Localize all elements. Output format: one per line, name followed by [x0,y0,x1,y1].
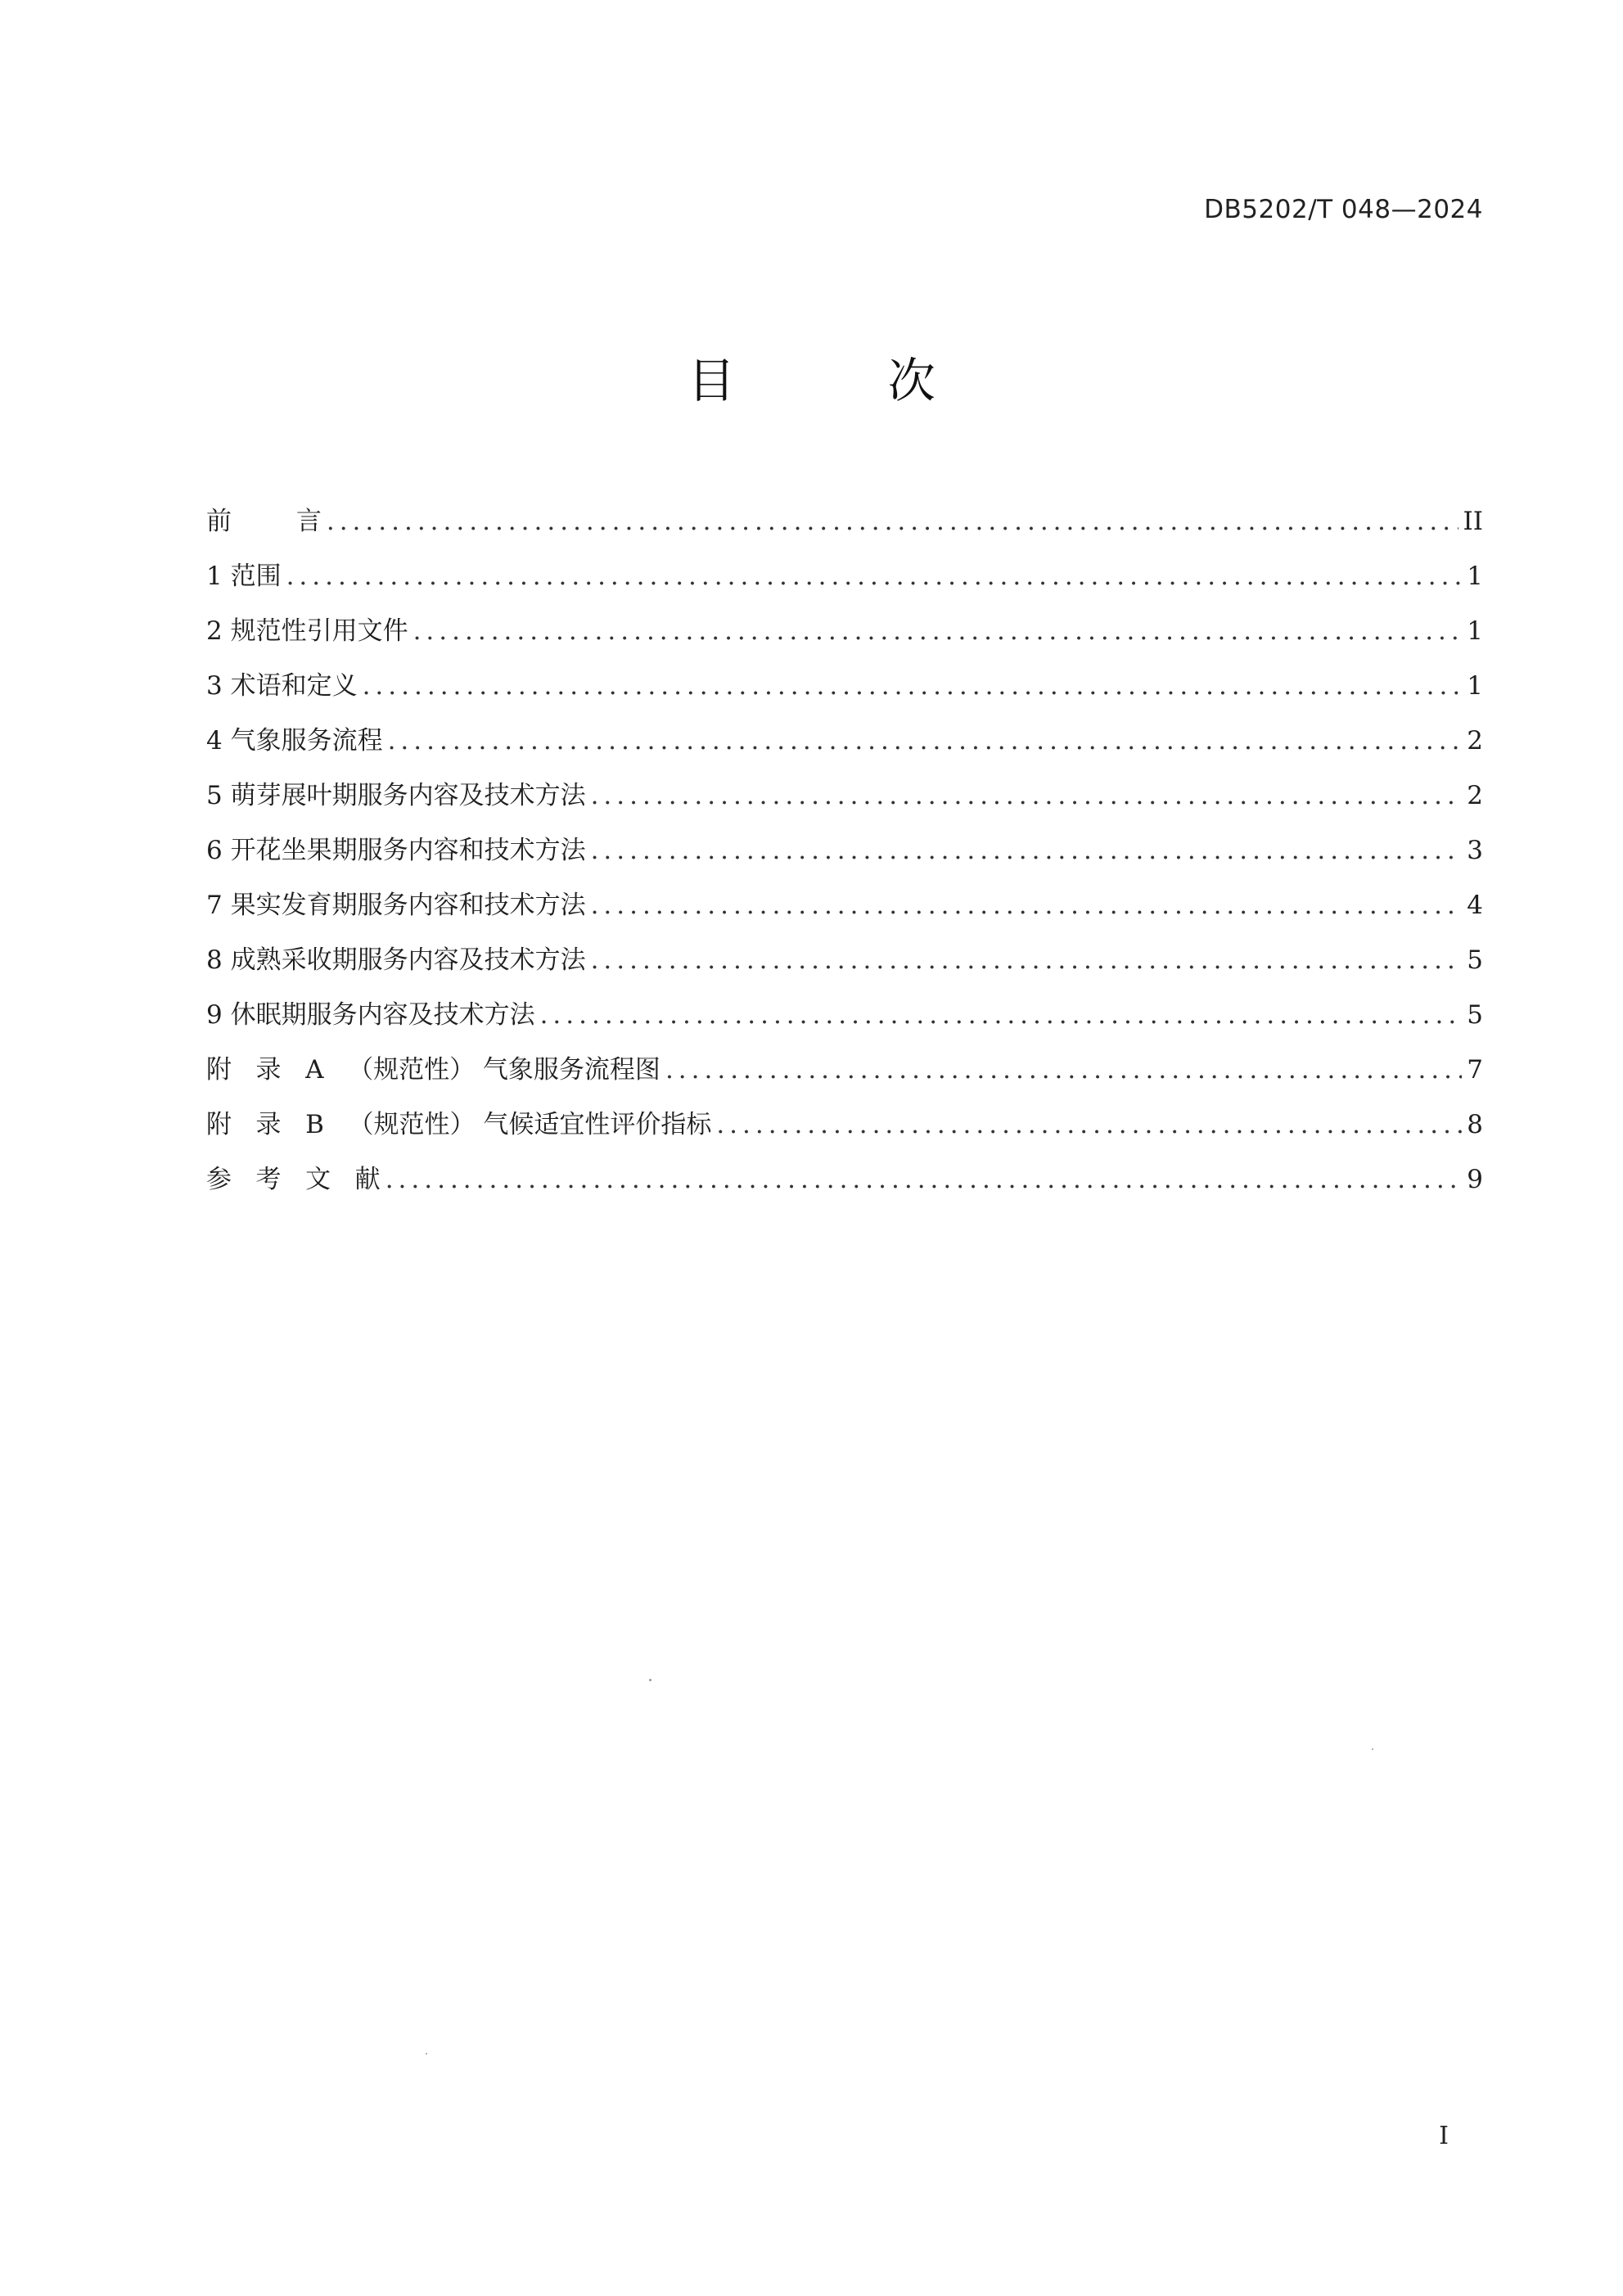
toc-entry-page: 3 [1467,836,1483,865]
scan-speck [649,1679,651,1681]
toc-entry-page: 4 [1467,891,1483,920]
toc-entry-page: 5 [1467,1000,1483,1030]
toc-leader-dots [327,494,1458,549]
toc-entry-page: 2 [1467,781,1483,810]
toc-entry-page: 7 [1467,1055,1483,1085]
toc-leader-dots [591,823,1462,878]
toc-entry-label: 4 气象服务流程 [206,726,383,756]
toc-title: 目 次 [688,353,1004,408]
toc-entry-budding-leafing[interactable] [206,769,1483,823]
toc-entry-scope[interactable] [206,549,1483,604]
toc-entry-label: 9 休眠期服务内容及技术方法 [206,1000,535,1030]
toc-entry-page: 1 [1467,616,1483,646]
scan-speck [426,2053,427,2055]
toc-leader-dots [286,549,1462,604]
toc-entry-page: 5 [1467,945,1483,975]
toc-leader-dots [591,769,1462,823]
toc-leader-dots [388,714,1462,769]
toc-entry-terms-definitions[interactable] [206,659,1483,714]
toc-entry-page: 2 [1467,726,1483,756]
document-code: DB5202/T 048—2024 [1204,195,1483,224]
toc-entry-page: 1 [1467,671,1483,701]
toc-entry-maturity-harvest[interactable] [206,933,1483,988]
toc-entry-foreword[interactable] [206,494,1483,549]
toc-leader-dots [385,1153,1462,1207]
toc-entry-label: 3 术语和定义 [206,671,358,701]
toc-entry-page: 9 [1467,1165,1483,1194]
toc-entry-service-process[interactable] [206,714,1483,769]
toc-entry-label: 5 萌芽展叶期服务内容及技术方法 [206,781,586,810]
toc-entry-label: 附 录 B （规范性） 气候适宜性评价指标 [206,1110,712,1139]
toc-entry-label: 7 果实发育期服务内容和技术方法 [206,891,586,920]
toc-entry-label: 前 言 [206,507,322,536]
toc-entry-fruit-development[interactable] [206,878,1483,933]
toc-entry-label: 参 考 文 献 [206,1165,381,1194]
toc-entry-flowering-fruiting[interactable] [206,823,1483,878]
table-of-contents [206,494,1483,1207]
toc-entry-normative-references[interactable] [206,604,1483,659]
toc-leader-dots [591,933,1462,988]
toc-leader-dots [540,988,1462,1043]
scan-speck [1372,1748,1373,1750]
toc-leader-dots [665,1043,1462,1098]
toc-entry-appendix-b[interactable] [206,1098,1483,1153]
toc-entry-page: II [1463,507,1483,536]
toc-entry-bibliography[interactable] [206,1153,1483,1207]
toc-entry-label: 2 规范性引用文件 [206,616,408,646]
toc-entry-label: 1 范围 [206,562,282,591]
toc-entry-label: 8 成熟采收期服务内容及技术方法 [206,945,586,975]
toc-leader-dots [716,1098,1462,1153]
toc-entry-page: 8 [1467,1110,1483,1139]
toc-entry-label: 附 录 A （规范性） 气象服务流程图 [206,1055,660,1085]
toc-leader-dots [591,878,1462,933]
toc-leader-dots [363,659,1462,714]
page-number: I [1439,2122,1449,2150]
toc-leader-dots [413,604,1462,659]
toc-entry-page: 1 [1467,562,1483,591]
toc-entry-appendix-a[interactable] [206,1043,1483,1098]
toc-entry-label: 6 开花坐果期服务内容和技术方法 [206,836,586,865]
toc-entry-dormancy[interactable] [206,988,1483,1043]
